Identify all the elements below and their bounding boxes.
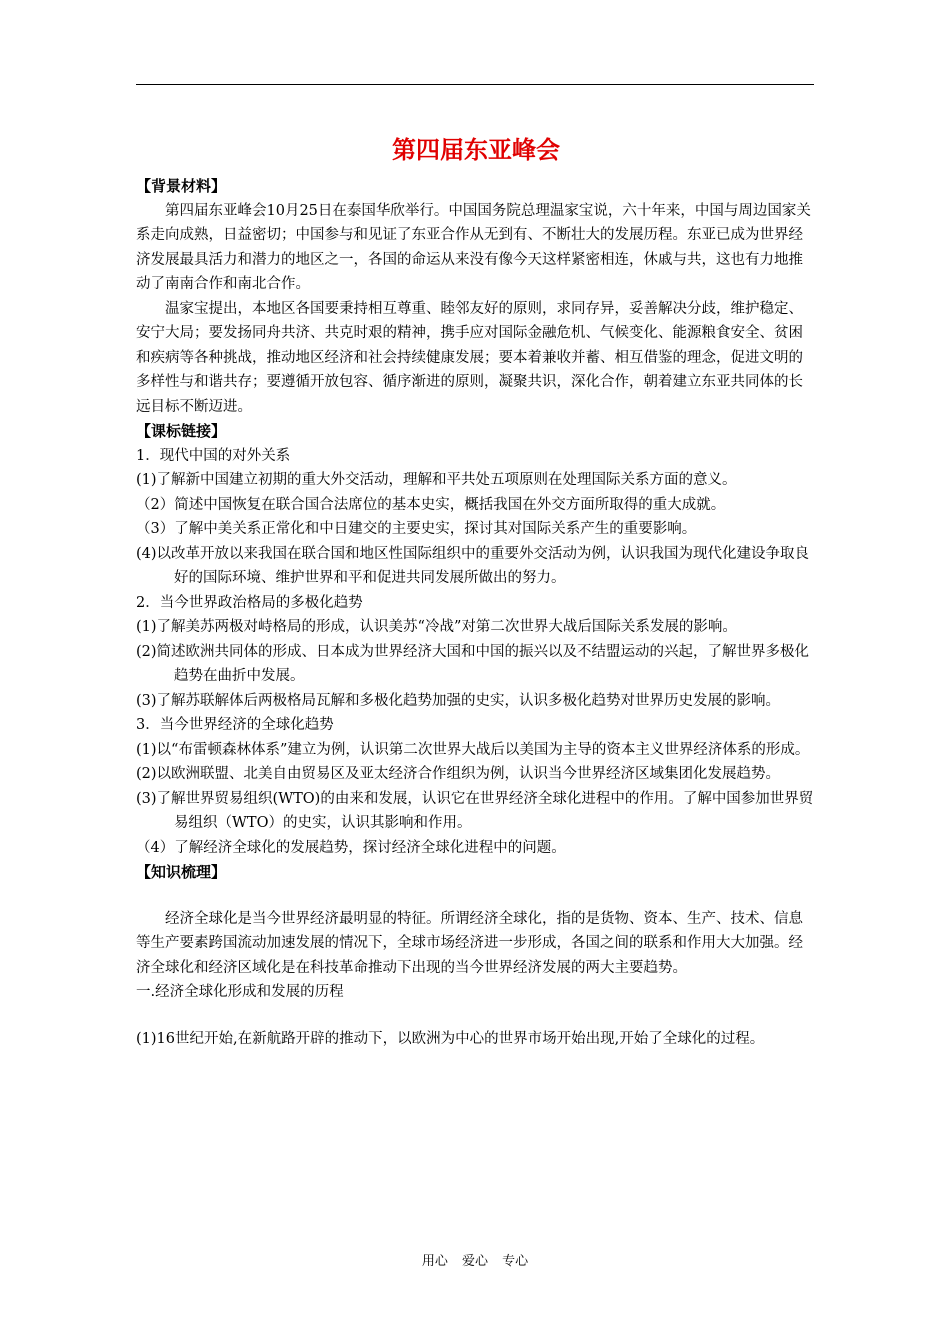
background-paragraph: 第四届东亚峰会10月25日在泰国华欣举行。中国国务院总理温家宝说，六十年来，中国与周边国家关系走向成熟，日益密切；中国参与和见证了东亚合作从无到有、不断壮大的发展历程。东亚已成为世界经济发展最具活力和潜力的地区之一，各国的命运从来没有像今天这样紧密相连，休戚与共，这也有力地推动了南南合作和南北合作。 xyxy=(136,202,811,292)
background-section xyxy=(136,174,816,419)
standards-heading: 【课标链接】 xyxy=(136,422,227,440)
header-rule xyxy=(136,84,814,85)
knowledge-subheading: 一.经济全球化形成和发展的历程 xyxy=(136,984,344,1000)
standards-item: (1)以“布雷顿森林体系”建立为例，认识第二次世界大战后以美国为主导的资本主义世界经济体系的形成。 xyxy=(136,741,810,758)
standards-item: (3)了解世界贸易组织(WTO)的由来和发展，认识它在世界经济全球化进程中的作用。了解中国参加世界贸易组织（WTO）的史实，认识其影响和作用。 xyxy=(136,790,814,831)
standards-item: (2)以欧洲联盟、北美自由贸易区及亚太经济合作组织为例，认识当今世界经济区域集团化发展趋势。 xyxy=(136,766,781,782)
page-title: 第四届东亚峰会 xyxy=(392,136,560,164)
standards-section xyxy=(136,419,816,860)
standards-subsection-title: 2．当今世界政治格局的多极化趋势 xyxy=(136,594,363,611)
standards-item: （3）了解中美关系正常化和中日建交的主要史实，探讨其对国际关系产生的重要影响。 xyxy=(136,521,697,537)
background-paragraph: 温家宝提出，本地区各国要秉持相互尊重、睦邻友好的原则，求同存异，妥善解决分歧，维护稳定、安宁大局；要发扬同舟共济、共克时艰的精神，携手应对国际金融危机、气候变化、能源粮食安全、贫困和疾病等各种挑战，推动地区经济和社会持续健康发展；要本着兼收并蓄、相互借鉴的理念，促进文明的多样性与和谐共存；要遵循开放包容、循序渐进的原则，凝聚共识，深化合作，朝着建立东亚共同体的长远目标不断迈进。 xyxy=(136,300,803,415)
knowledge-intro: 经济全球化是当今世界经济最明显的特征。所谓经济全球化，指的是货物、资本、生产、技术、信息等生产要素跨国流动加速发展的情况下，全球市场经济进一步形成，各国之间的联系和作用大大加强。经济全球化和经济区域化是在科技革命推动下出现的当今世界经济发展的两大主要趋势。 xyxy=(136,910,803,976)
standards-item: (1)了解美苏两极对峙格局的形成，认识美苏“冷战”对第二次世界大战后国际关系发展的影响。 xyxy=(136,619,737,635)
standards-subsection-title: 1．现代中国的对外关系 xyxy=(136,447,291,464)
spacer xyxy=(136,885,816,907)
knowledge-section xyxy=(136,860,816,1051)
standards-item: (3)了解苏联解体后两极格局瓦解和多极化趋势加强的史实，认识多极化趋势对世界历史发展的影响。 xyxy=(136,692,781,709)
knowledge-heading: 【知识梳理】 xyxy=(136,863,227,881)
standards-item: (1)了解新中国建立初期的重大外交活动，理解和平共处五项原则在处理国际关系方面的意义。 xyxy=(136,472,737,488)
document-body xyxy=(136,130,816,1051)
standards-item: (2)简述欧洲共同体的形成、日本成为世界经济大国和中国的振兴以及不结盟运动的兴起，了解世界多极化趋势在曲折中发展。 xyxy=(136,643,810,684)
background-heading: 【背景材料】 xyxy=(136,177,227,195)
spacer xyxy=(136,1005,816,1027)
standards-item: （2）简述中国恢复在联合国合法席位的基本史实，概括我国在外交方面所取得的重大成就。 xyxy=(136,496,726,513)
standards-item: （4）了解经济全球化的发展趋势，探讨经济全球化进程中的问题。 xyxy=(136,839,566,856)
standards-subsection-title: 3．当今世界经济的全球化趋势 xyxy=(136,717,334,733)
knowledge-item: (1)16世纪开始,在新航路开辟的推动下，以欧洲为中心的世界市场开始出现,开始了全球化的过程。 xyxy=(136,1030,765,1047)
standards-item: (4)以改革开放以来我国在联合国和地区性国际组织中的重要外交活动为例，认识我国为现代化建设争取良好的国际环境、维护世界和平和促进共同发展所做出的努力。 xyxy=(136,545,810,586)
page-footer: 用心 爱心 专心 xyxy=(421,1254,529,1269)
